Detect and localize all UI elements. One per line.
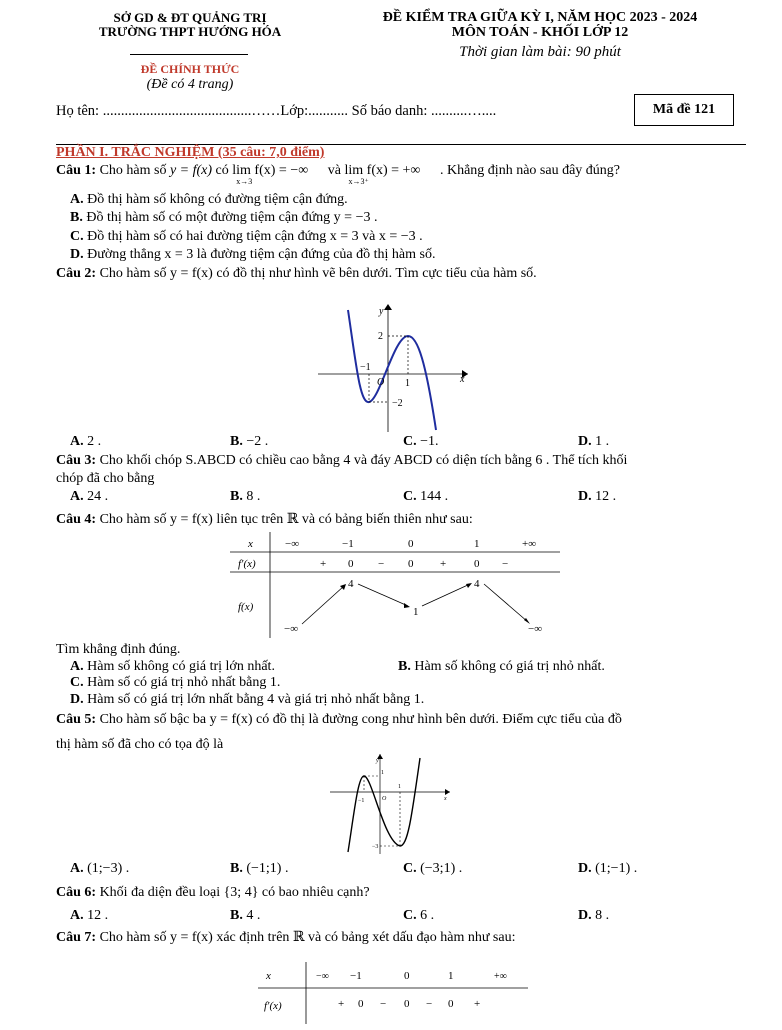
question-6-option-d[interactable]: D. 8 . xyxy=(578,908,610,923)
question-6-option-b[interactable]: B. 4 . xyxy=(230,908,261,923)
question-7-sign-table xyxy=(258,962,528,1024)
question-1-option-d[interactable]: D. Đường thẳng x = 3 là đường tiệm cận đứng của đồ thị hàm số. xyxy=(70,247,436,262)
question-5-graph xyxy=(330,754,450,856)
question-5-option-c[interactable]: C. (−3;1) . xyxy=(403,861,463,876)
page-count: (Đề có 4 trang) xyxy=(146,77,234,92)
table4-sign-6: 0 xyxy=(474,558,480,570)
question-1-label: Câu 1: xyxy=(56,163,97,178)
question-4-option-d[interactable]: D. Hàm số có giá trị lớn nhất bằng 4 và giá trị nhỏ nhất bằng 1. xyxy=(70,692,425,707)
table7-x-pos-inf: +∞ xyxy=(494,971,507,982)
question-7-stem: Câu 7: Cho hàm số y = f(x) xác định trên ℝ và có bảng xét dấu đạo hàm như sau: xyxy=(56,930,516,945)
question-1-limit-right-sub: x→3⁺ xyxy=(348,177,369,186)
school-name: TRƯỜNG THPT HƯỚNG HÓA xyxy=(98,24,282,39)
graph2-origin: O xyxy=(377,377,385,388)
official-label: ĐỀ CHÍNH THỨC xyxy=(140,62,240,76)
question-1-limit-left-sub: x→3 xyxy=(236,177,253,186)
question-1-stem xyxy=(56,163,621,186)
question-3-stem-cont: chóp đã cho bằng xyxy=(56,471,155,486)
question-1-and: và xyxy=(327,163,341,178)
graph5-tick-neg3: −3 xyxy=(372,844,379,850)
question-1-limit-right: lim f(x) = +∞ x→3⁺ xyxy=(344,163,421,186)
subject-title: MÔN TOÁN - KHỐI LỚP 12 xyxy=(451,25,629,40)
table7-fp-label: f′(x) xyxy=(264,1000,282,1012)
question-6-option-a[interactable]: A. 12 . xyxy=(70,908,109,923)
question-4-option-b[interactable]: B. Hàm số không có giá trị nhỏ nhất. xyxy=(398,659,605,674)
table4-sign-3: − xyxy=(378,558,385,570)
table7-x-label: x xyxy=(266,970,271,982)
graph2-tick-1: 1 xyxy=(405,378,410,389)
table7-sign-3: − xyxy=(380,998,387,1010)
table7-sign-5: − xyxy=(426,998,433,1010)
graph5-y-label: y xyxy=(376,758,379,764)
table4-x-0: 0 xyxy=(408,538,414,550)
question-5-option-d[interactable]: D. (1;−1) . xyxy=(578,861,638,876)
question-1-text-a: Cho hàm số xyxy=(99,163,167,178)
dept-name: SỞ GD & ĐT QUẢNG TRỊ xyxy=(113,10,267,25)
question-1-option-a[interactable]: A. Đồ thị hàm số không có đường tiệm cận đứng. xyxy=(70,192,348,207)
question-4-variation-table xyxy=(230,532,560,638)
question-3-option-b[interactable]: B. 8 . xyxy=(230,489,261,504)
graph2-tick-neg2: −2 xyxy=(392,398,403,409)
question-5-stem: Câu 5: Cho hàm số bậc ba y = f(x) có đồ thị là đường cong như hình bên dưới. Điểm cực tiểu của đồ xyxy=(56,712,622,727)
graph5-origin: O xyxy=(382,796,387,802)
table7-x-1: 1 xyxy=(448,970,454,982)
graph5-tick-1-x: 1 xyxy=(398,784,401,790)
question-4-prompt: Tìm khẳng định đúng. xyxy=(56,642,181,657)
question-6-stem: Câu 6: Khối đa diện đều loại {3; 4} có bao nhiêu cạnh? xyxy=(56,885,370,900)
question-1-function: y = f(x) xyxy=(169,163,213,178)
question-2-option-c[interactable]: C. −1. xyxy=(403,434,439,449)
question-3-option-c[interactable]: C. 144 . xyxy=(403,489,449,504)
table7-sign-7: + xyxy=(474,998,481,1010)
question-2-option-a[interactable]: A. 2 . xyxy=(70,434,102,449)
question-6-option-c[interactable]: C. 6 . xyxy=(403,908,435,923)
table4-f-neg-inf-left: −∞ xyxy=(284,623,299,635)
table4-x-neg1: −1 xyxy=(342,538,354,550)
table4-f-min: 1 xyxy=(413,606,419,618)
table4-f-label: f(x) xyxy=(238,601,254,613)
table7-sign-1: + xyxy=(338,998,345,1010)
question-3-option-d[interactable]: D. 12 . xyxy=(578,489,617,504)
table7-sign-4: 0 xyxy=(404,998,410,1010)
question-4-stem: Câu 4: Cho hàm số y = f(x) liên tục trên ℝ và có bảng biến thiên như sau: xyxy=(56,512,473,527)
table4-x-1: 1 xyxy=(474,538,480,550)
header-divider xyxy=(130,54,248,55)
section-title: PHẦN I. TRẮC NGHIỆM (35 câu: 7,0 điểm) xyxy=(56,145,325,160)
table4-f-max-left: 4 xyxy=(348,578,354,590)
question-2-option-b[interactable]: B. −2 . xyxy=(230,434,269,449)
question-3-stem: Câu 3: Cho khối chóp S.ABCD có chiều cao bằng 4 và đáy ABCD có diện tích bằng 6 . Thể tích khối xyxy=(56,453,628,468)
table7-sign-6: 0 xyxy=(448,998,454,1010)
question-4-option-a[interactable]: A. Hàm số không có giá trị lớn nhất. xyxy=(70,659,275,674)
graph2-tick-2: 2 xyxy=(378,331,383,342)
question-2-graph xyxy=(318,304,468,432)
question-4-option-c[interactable]: C. Hàm số có giá trị nhỏ nhất bằng 1. xyxy=(70,675,281,690)
graph5-tick-neg1: −1 xyxy=(358,798,365,804)
table4-f-neg-inf-right: −∞ xyxy=(528,623,543,635)
table4-x-neg-inf: −∞ xyxy=(285,538,300,550)
graph2-x-label: x xyxy=(460,374,465,385)
table4-sign-4: 0 xyxy=(408,558,414,570)
table7-sign-2: 0 xyxy=(358,998,364,1010)
table7-x-neg1: −1 xyxy=(350,970,362,982)
exam-title: ĐỀ KIỂM TRA GIỮA KỲ I, NĂM HỌC 2023 - 2024 xyxy=(382,10,698,25)
table4-x-label: x xyxy=(248,538,253,550)
question-1-text-c: . Khẳng định nào sau đây đúng? xyxy=(439,163,621,178)
question-1-option-b[interactable]: B. Đồ thị hàm số có một đường tiệm cận đứng y = −3 . xyxy=(70,210,378,225)
question-5-option-a[interactable]: A. (1;−3) . xyxy=(70,861,130,876)
question-3-option-a[interactable]: A. 24 . xyxy=(70,489,109,504)
question-5-option-b[interactable]: B. (−1;1) . xyxy=(230,861,289,876)
table4-f-max-right: 4 xyxy=(474,578,480,590)
question-1-option-c[interactable]: C. Đồ thị hàm số có hai đường tiệm cận đứng x = 3 và x = −3 . xyxy=(70,229,423,244)
question-1-text-b: có xyxy=(215,163,229,178)
table4-sign-5: + xyxy=(440,558,447,570)
table4-sign-2: 0 xyxy=(348,558,354,570)
table7-x-0: 0 xyxy=(404,970,410,982)
question-5-stem-cont: thị hàm số đã cho có tọa độ là xyxy=(56,737,224,752)
question-2-stem: Câu 2: Cho hàm số y = f(x) có đồ thị như hình vẽ bên dưới. Tìm cực tiểu của hàm số. xyxy=(56,266,537,281)
table4-sign-1: + xyxy=(320,558,327,570)
question-2-option-d[interactable]: D. 1 . xyxy=(578,434,610,449)
exam-code-box: Mã đề 121 xyxy=(634,94,734,126)
student-info-line[interactable]: Họ tên: .........................................……Lớp:........... Số báo danh: ..........….... xyxy=(56,103,497,119)
exam-time: Thời gian làm bài: 90 phút xyxy=(459,44,621,60)
table4-sign-7: − xyxy=(502,558,509,570)
table4-x-pos-inf: +∞ xyxy=(522,538,537,550)
question-1-limit-left: lim f(x) = −∞ x→3 xyxy=(232,163,309,186)
table7-x-neg-inf: −∞ xyxy=(316,971,329,982)
table4-fp-label: f′(x) xyxy=(238,558,256,570)
graph2-tick-neg1: −1 xyxy=(360,362,371,373)
graph5-tick-1: 1 xyxy=(381,770,384,776)
graph2-y-label: y xyxy=(379,306,384,317)
graph5-x-label: x xyxy=(444,796,447,802)
